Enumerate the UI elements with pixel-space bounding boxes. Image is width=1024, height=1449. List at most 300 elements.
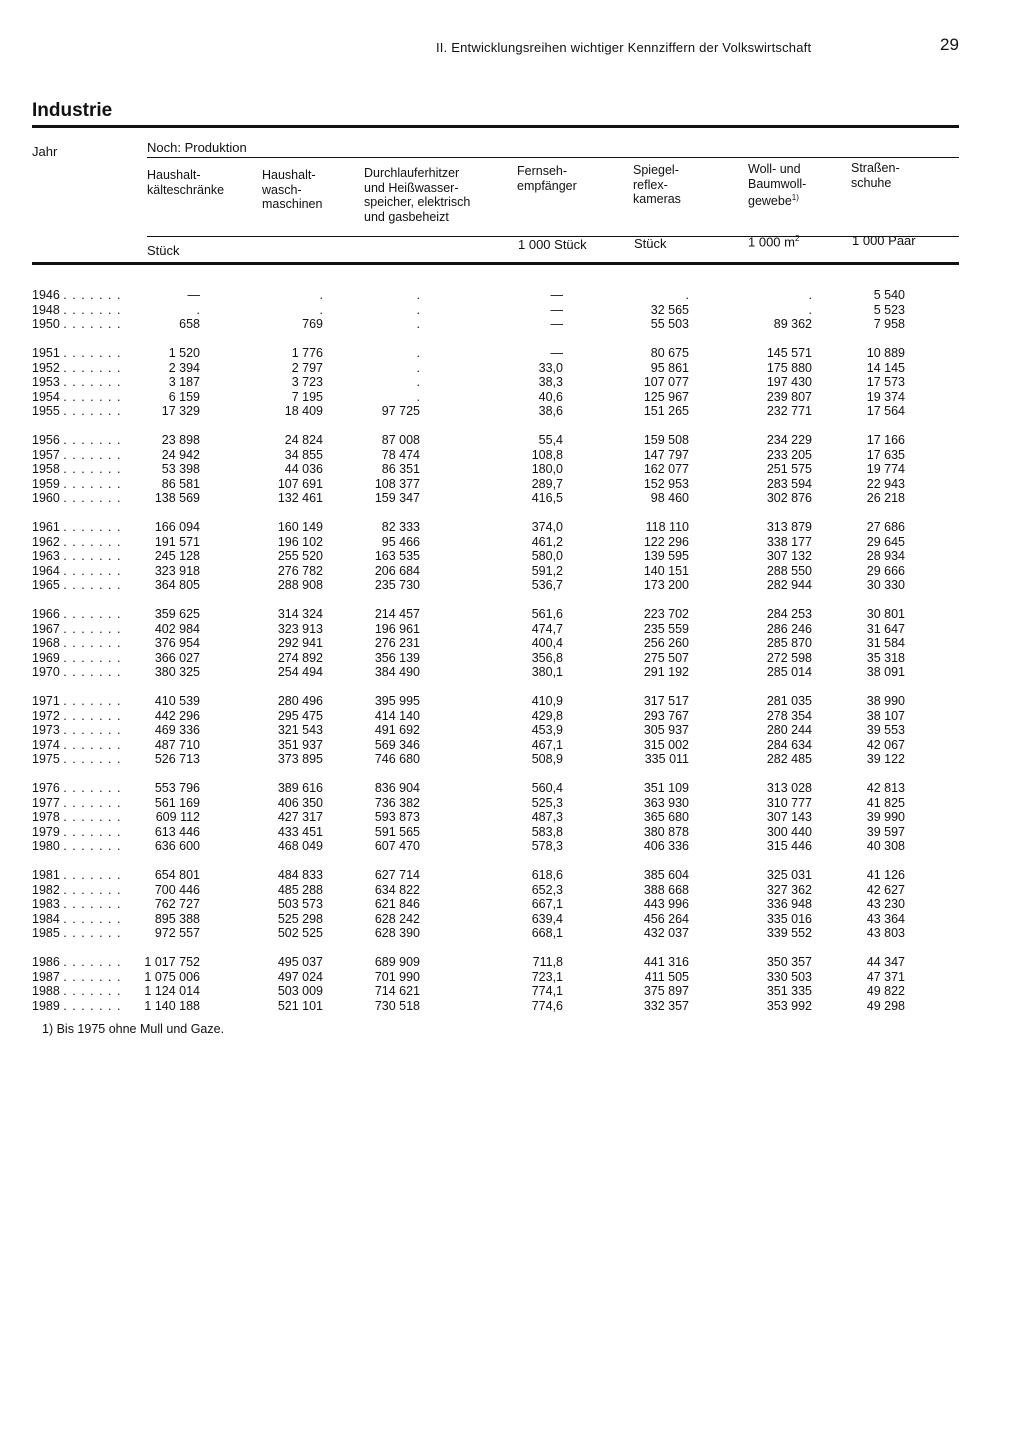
- table-cell: 275 507: [643, 650, 689, 665]
- year-value: 1984: [32, 911, 60, 926]
- year-value: 1975: [32, 752, 60, 766]
- leader-dots: . . . . . . .: [63, 926, 122, 940]
- year-value: 1977: [32, 795, 60, 810]
- table-cell: 380,1: [531, 665, 563, 679]
- table-cell: 197 430: [766, 375, 812, 389]
- table-cell: 689 909: [374, 955, 420, 969]
- table-cell: 38 107: [866, 708, 905, 723]
- table-cell: 145 571: [766, 346, 812, 360]
- table-cell: 38,6: [538, 404, 563, 418]
- table-cell: 95 861: [650, 360, 689, 375]
- table-cell: 330 503: [766, 969, 812, 984]
- table-cell: 338 177: [766, 534, 812, 549]
- footnote-mark: 1): [791, 193, 799, 202]
- table-cell: .: [685, 288, 689, 302]
- table-cell: 305 937: [643, 723, 689, 737]
- table-cell: 53 398: [161, 462, 200, 476]
- table-cell: 256 260: [643, 636, 689, 650]
- table-cell: 580,0: [531, 549, 563, 563]
- table-cell: 561,6: [531, 607, 563, 621]
- year-value: 1976: [32, 781, 60, 795]
- leader-dots: . . . . . . .: [63, 578, 122, 592]
- table-cell: 310 777: [766, 795, 812, 810]
- table-cell: 86 581: [161, 476, 200, 491]
- year-value: 1951: [32, 346, 60, 360]
- year-value: 1953: [32, 375, 60, 389]
- column-header: [364, 166, 470, 224]
- table-cell: 6 159: [168, 389, 200, 404]
- table-cell: 276 231: [374, 636, 420, 650]
- year-value: 1970: [32, 665, 60, 679]
- unit-tausend-m2-base: 1 000 m: [748, 234, 795, 250]
- leader-dots: . . . . . . .: [63, 317, 122, 331]
- table-cell: 280 496: [277, 694, 323, 708]
- column-header-line: und gasbeheizt: [364, 209, 449, 224]
- table-cell: 233 205: [766, 447, 812, 462]
- table-cell: 441 316: [643, 955, 689, 969]
- table-cell: 2 797: [291, 360, 323, 375]
- table-cell: 235 730: [374, 578, 420, 592]
- table-cell: 359 625: [154, 607, 200, 621]
- table-cell: 125 967: [643, 389, 689, 404]
- table-cell: 972 557: [154, 926, 200, 940]
- table-cell: 234 229: [766, 433, 812, 447]
- table-cell: 769: [302, 317, 323, 331]
- table-cell: 162 077: [643, 462, 689, 476]
- table-cell: 18 409: [284, 404, 323, 418]
- table-cell: 14 145: [866, 360, 905, 375]
- year-value: 1960: [32, 491, 60, 505]
- leader-dots: . . . . . . .: [63, 955, 122, 969]
- leader-dots: . . . . . . .: [63, 897, 122, 911]
- table-cell: 132 461: [277, 491, 323, 505]
- column-header: [851, 161, 900, 190]
- leader-dots: . . . . . . .: [63, 636, 122, 650]
- table-cell: 667,1: [531, 897, 563, 911]
- table-cell: 593 873: [374, 810, 420, 824]
- table-cell: 525,3: [531, 795, 563, 810]
- table-cell: 87 008: [381, 433, 420, 447]
- year-value: 1957: [32, 447, 60, 462]
- table-cell: 254 494: [277, 665, 323, 679]
- table-cell: 42 627: [866, 882, 905, 897]
- table-cell: 5 540: [873, 288, 905, 302]
- group-header-rule: [147, 157, 959, 158]
- table-cell: 591,2: [531, 563, 563, 578]
- table-cell: 406 336: [643, 839, 689, 853]
- leader-dots: . . . . . . .: [63, 563, 122, 578]
- table-cell: 122 296: [643, 534, 689, 549]
- column-header-line: Woll- und: [748, 162, 801, 176]
- table-cell: 461,2: [531, 534, 563, 549]
- table-cell: 159 347: [374, 491, 420, 505]
- table-cell: 307 143: [766, 810, 812, 824]
- leader-dots: . . . . . . .: [63, 433, 122, 447]
- table-cell: 82 333: [381, 520, 420, 534]
- table-cell: .: [808, 302, 812, 317]
- leader-dots: . . . . . . .: [63, 607, 122, 621]
- table-cell: 335 016: [766, 911, 812, 926]
- year-value: 1985: [32, 926, 60, 940]
- table-cell: 49 298: [866, 998, 905, 1013]
- table-cell: 414 140: [374, 708, 420, 723]
- table-cell: 282 485: [766, 752, 812, 766]
- table-cell: 365 680: [643, 810, 689, 824]
- table-cell: 7 958: [873, 317, 905, 331]
- table-cell: 255 520: [277, 549, 323, 563]
- table-cell: 327 362: [766, 882, 812, 897]
- leader-dots: . . . . . . .: [63, 462, 122, 476]
- leader-dots: . . . . . . .: [63, 520, 122, 534]
- table-cell: 315 446: [766, 839, 812, 853]
- table-cell: 17 329: [161, 404, 200, 418]
- year-value: 1956: [32, 433, 60, 447]
- table-cell: 3 187: [168, 375, 200, 389]
- year-value: 1955: [32, 404, 60, 418]
- year-value: 1961: [32, 520, 60, 534]
- table-cell: 442 296: [154, 708, 200, 723]
- table-cell: 284 253: [766, 607, 812, 621]
- unit-stueck: Stück: [147, 243, 180, 258]
- table-cell: 508,9: [531, 752, 563, 766]
- table-cell: 108 377: [374, 476, 420, 491]
- table-cell: 276 782: [277, 563, 323, 578]
- year-value: 1972: [32, 708, 60, 723]
- table-cell: 30 801: [866, 607, 905, 621]
- table-cell: 613 446: [154, 824, 200, 839]
- column-header: [262, 168, 322, 212]
- year-value: 1946: [32, 288, 60, 302]
- table-cell: 284 634: [766, 737, 812, 752]
- table-cell: 160 149: [277, 520, 323, 534]
- year-value: 1959: [32, 476, 60, 491]
- table-cell: 628 390: [374, 926, 420, 940]
- table-cell: 107 691: [277, 476, 323, 491]
- table-cell: 385 604: [643, 868, 689, 882]
- table-cell: 384 490: [374, 665, 420, 679]
- table-cell: 526 713: [154, 752, 200, 766]
- section-title: Industrie: [32, 100, 113, 121]
- table-cell: 278 354: [766, 708, 812, 723]
- group-header: Noch: Produktion: [147, 140, 247, 155]
- table-cell: 39 990: [866, 810, 905, 824]
- table-cell: 285 014: [766, 665, 812, 679]
- table-cell: 245 128: [154, 549, 200, 563]
- year-value: 1982: [32, 882, 60, 897]
- table-cell: 628 242: [374, 911, 420, 926]
- table-cell: .: [416, 317, 420, 331]
- table-cell: .: [416, 375, 420, 389]
- table-cell: 307 132: [766, 549, 812, 563]
- table-cell: 39 122: [866, 752, 905, 766]
- table-cell: 325 031: [766, 868, 812, 882]
- table-cell: 315 002: [643, 737, 689, 752]
- year-header: Jahr: [32, 144, 58, 159]
- leader-dots: . . . . . . .: [63, 737, 122, 752]
- table-cell: 191 571: [154, 534, 200, 549]
- year-value: 1964: [32, 563, 60, 578]
- table-cell: 627 714: [374, 868, 420, 882]
- table-cell: .: [416, 288, 420, 302]
- table-cell: 313 028: [766, 781, 812, 795]
- table-cell: —: [550, 346, 563, 360]
- table-cell: 151 265: [643, 404, 689, 418]
- table-cell: 138 569: [154, 491, 200, 505]
- table-cell: 43 230: [866, 897, 905, 911]
- table-cell: 295 475: [277, 708, 323, 723]
- table-cell: 26 218: [866, 491, 905, 505]
- table-cell: 280 244: [766, 723, 812, 737]
- table-cell: 373 895: [277, 752, 323, 766]
- leader-dots: . . . . . . .: [63, 375, 122, 389]
- table-cell: 41 825: [866, 795, 905, 810]
- table-cell: 469 336: [154, 723, 200, 737]
- table-cell: 29 645: [866, 534, 905, 549]
- running-head: II. Entwicklungsreihen wichtiger Kennziffern der Volkswirtschaft: [436, 40, 812, 55]
- column-header-text: gewebe: [748, 194, 792, 209]
- table-cell: 654 801: [154, 868, 200, 882]
- table-cell: 55,4: [538, 433, 563, 447]
- table-cell: 32 565: [650, 302, 689, 317]
- table-cell: 711,8: [532, 955, 563, 969]
- table-cell: .: [196, 302, 200, 317]
- table-cell: 609 112: [155, 810, 200, 824]
- table-cell: 1 017 752: [144, 955, 200, 969]
- table-cell: 427 317: [277, 810, 323, 824]
- table-cell: 652,3: [531, 882, 563, 897]
- leader-dots: . . . . . . .: [63, 969, 122, 984]
- table-cell: 196 102: [277, 534, 323, 549]
- table-cell: 607 470: [374, 839, 420, 853]
- table-cell: 314 324: [277, 607, 323, 621]
- table-cell: 288 908: [277, 578, 323, 592]
- page-number: 29: [940, 35, 959, 54]
- table-cell: 578,3: [531, 839, 563, 853]
- leader-dots: . . . . . . .: [63, 447, 122, 462]
- table-cell: 139 595: [643, 549, 689, 563]
- table-cell: 180,0: [531, 462, 563, 476]
- table-cell: 618,6: [531, 868, 563, 882]
- table-cell: 107 077: [643, 375, 689, 389]
- leader-dots: . . . . . . .: [63, 839, 122, 853]
- table-cell: 80 675: [650, 346, 689, 360]
- table-cell: 429,8: [531, 708, 563, 723]
- table-cell: 163 535: [374, 549, 420, 563]
- table-cell: 313 879: [766, 520, 812, 534]
- column-header-line: kameras: [633, 192, 681, 206]
- year-value: 1980: [32, 839, 60, 853]
- table-cell: 332 357: [643, 998, 689, 1013]
- table-cell: 214 457: [374, 607, 420, 621]
- table-cell: 353 992: [766, 998, 812, 1013]
- table-cell: 288 550: [766, 563, 812, 578]
- year-value: 1965: [32, 578, 60, 592]
- table-cell: 206 684: [374, 563, 420, 578]
- table-cell: 17 166: [866, 433, 905, 447]
- body-rule: [32, 262, 959, 265]
- year-value: 1974: [32, 737, 60, 752]
- table-cell: 159 508: [643, 433, 689, 447]
- table-cell: 1 520: [168, 346, 200, 360]
- table-cell: .: [416, 389, 420, 404]
- column-header: [147, 168, 224, 197]
- leader-dots: . . . . . . .: [63, 302, 122, 317]
- leader-dots: . . . . . . .: [63, 723, 122, 737]
- table-cell: 351 109: [643, 781, 689, 795]
- table-cell: 78 474: [381, 447, 420, 462]
- table-cell: 1 140 188: [144, 998, 200, 1013]
- table-cell: 24 942: [161, 447, 200, 462]
- year-value: 1987: [32, 969, 60, 984]
- table-cell: .: [319, 302, 323, 317]
- table-cell: 28 934: [866, 549, 905, 563]
- table-cell: 389 616: [277, 781, 323, 795]
- table-cell: 283 594: [766, 476, 812, 491]
- table-cell: 746 680: [374, 752, 420, 766]
- year-value: 1954: [32, 389, 60, 404]
- table-cell: .: [319, 288, 323, 302]
- table-cell: 27 686: [866, 520, 905, 534]
- table-cell: 561 169: [154, 795, 200, 810]
- table-cell: 521 101: [277, 998, 323, 1013]
- table-cell: 621 846: [374, 897, 420, 911]
- table-cell: 366 027: [154, 650, 200, 665]
- leader-dots: . . . . . . .: [63, 694, 122, 708]
- year-value: 1952: [32, 360, 60, 375]
- table-cell: 175 880: [766, 360, 812, 375]
- table-cell: 323 913: [277, 621, 323, 636]
- leader-dots: . . . . . . .: [63, 389, 122, 404]
- table-cell: 108,8: [531, 447, 563, 462]
- year-value: 1979: [32, 824, 60, 839]
- table-cell: 291 192: [643, 665, 689, 679]
- table-cell: 286 246: [766, 621, 812, 636]
- table-cell: —: [187, 288, 200, 302]
- table-cell: 98 460: [650, 491, 689, 505]
- year-value: 1967: [32, 621, 60, 636]
- table-cell: 495 037: [277, 955, 323, 969]
- table-cell: 762 727: [154, 897, 200, 911]
- column-header: [748, 162, 806, 209]
- table-cell: 402 984: [154, 621, 200, 636]
- table-cell: 410,9: [531, 694, 563, 708]
- table-cell: 95 466: [381, 534, 420, 549]
- table-cell: 173 200: [643, 578, 689, 592]
- table-cell: 272 598: [766, 650, 812, 665]
- column-header-line: wasch-: [262, 182, 302, 197]
- unit-tausend-stueck: 1 000 Stück: [518, 237, 587, 252]
- table-cell: 406 350: [277, 795, 323, 810]
- table-cell: 118 110: [645, 520, 689, 534]
- table-cell: 7 195: [291, 389, 323, 404]
- table-cell: 714 621: [374, 984, 420, 998]
- table-cell: 433 451: [277, 824, 323, 839]
- table-cell: 33,0: [538, 360, 563, 375]
- table-cell: 453,9: [531, 723, 563, 737]
- column-header-line: Durchlauferhitzer: [364, 166, 460, 180]
- leader-dots: . . . . . . .: [63, 288, 122, 302]
- leader-dots: . . . . . . .: [63, 868, 122, 882]
- top-rule: [32, 125, 959, 128]
- table-cell: 300 440: [766, 824, 812, 839]
- table-cell: 525 298: [277, 911, 323, 926]
- table-cell: 97 725: [381, 404, 420, 418]
- table-cell: 42 813: [866, 781, 905, 795]
- table-cell: 380 325: [154, 665, 200, 679]
- table-cell: —: [550, 288, 563, 302]
- table-cell: 232 771: [766, 404, 812, 418]
- year-value: 1988: [32, 984, 60, 998]
- table-cell: 44 036: [284, 462, 323, 476]
- table-cell: 723,1: [531, 969, 563, 984]
- table-cell: 1 075 006: [144, 969, 200, 984]
- table-cell: 375 897: [643, 984, 689, 998]
- table-cell: 701 990: [374, 969, 420, 984]
- footnote: 1) Bis 1975 ohne Mull und Gaze.: [42, 1022, 225, 1036]
- year-value: 1966: [32, 607, 60, 621]
- table-cell: .: [416, 302, 420, 317]
- table-cell: 40 308: [866, 839, 905, 853]
- table-cell: 474,7: [531, 621, 563, 636]
- table-cell: 416,5: [531, 491, 563, 505]
- table-cell: 17 573: [866, 375, 905, 389]
- table-cell: 774,1: [531, 984, 563, 998]
- year-value: 1969: [32, 650, 60, 665]
- table-cell: 560,4: [531, 781, 563, 795]
- table-cell: —: [550, 317, 563, 331]
- leader-dots: . . . . . . .: [63, 360, 122, 375]
- table-cell: 491 692: [374, 723, 420, 737]
- table-cell: 289,7: [531, 476, 563, 491]
- leader-dots: . . . . . . .: [63, 476, 122, 491]
- table-cell: 31 647: [866, 621, 905, 636]
- unit-stueck-kameras: Stück: [634, 236, 667, 251]
- table-cell: 467,1: [531, 737, 563, 752]
- table-cell: 17 564: [866, 404, 905, 418]
- leader-dots: . . . . . . .: [63, 911, 122, 926]
- table-cell: 251 575: [766, 462, 812, 476]
- table-cell: .: [416, 360, 420, 375]
- table-cell: 432 037: [643, 926, 689, 940]
- table-cell: 774,6: [531, 998, 563, 1013]
- table-cell: 29 666: [866, 563, 905, 578]
- table-cell: 140 151: [643, 563, 689, 578]
- column-header-line: Spiegel-: [633, 163, 679, 177]
- table-cell: 356,8: [531, 650, 563, 665]
- table-cell: 468 049: [277, 839, 323, 853]
- unit-tausend-m2: [748, 234, 799, 249]
- leader-dots: . . . . . . .: [63, 984, 122, 998]
- unit-tausend-m2-exp: 2: [794, 234, 800, 243]
- table-cell: 19 374: [866, 389, 905, 404]
- table-cell: 356 139: [374, 650, 420, 665]
- table-cell: 1 776: [291, 346, 323, 360]
- table-cell: 285 870: [766, 636, 812, 650]
- table-cell: 376 954: [154, 636, 200, 650]
- leader-dots: . . . . . . .: [63, 491, 122, 505]
- table-cell: 152 953: [643, 476, 689, 491]
- table-cell: 836 904: [374, 781, 420, 795]
- table-cell: 317 517: [643, 694, 689, 708]
- table-cell: 374,0: [531, 520, 563, 534]
- leader-dots: . . . . . . .: [63, 795, 122, 810]
- table-cell: —: [550, 302, 563, 317]
- table-cell: 591 565: [374, 824, 420, 839]
- table-cell: 503 009: [277, 984, 323, 998]
- table-cell: 282 944: [766, 578, 812, 592]
- column-header-line: empfänger: [517, 178, 577, 193]
- table-cell: 281 035: [766, 694, 812, 708]
